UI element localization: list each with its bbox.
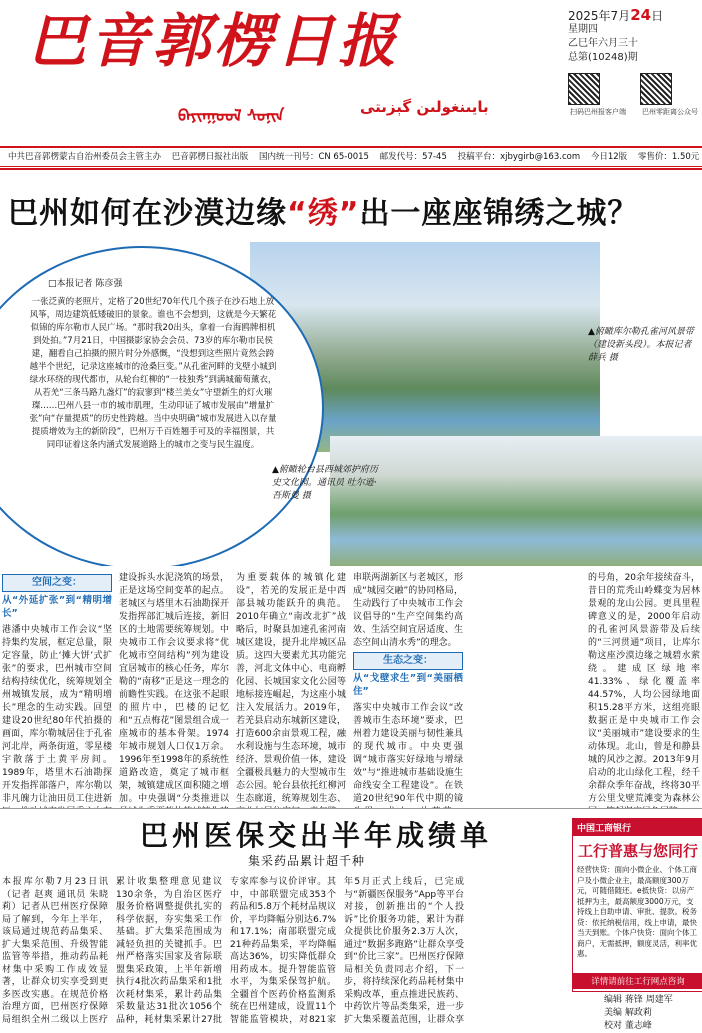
qr-code-client[interactable] [568, 73, 600, 105]
article-column [236, 572, 346, 808]
ad-footer: 详情请前往工行网点咨询 [573, 973, 702, 989]
column-text: 本报库尔勒7月23日讯（记者 赵爽 通讯员 朱晓莉）记者从巴州医疗保障局了解到，今年上半年，该局通过规范药品集采、扩大集采范围、升级智能监管等举措，推动药品耗材集中采购工作成效显著，让群众切实享受到更多医改实惠。在规范价格治理方面，巴州医疗保障局组织全州二级以上医疗 [2, 877, 108, 1024]
ad-title: 工行普惠与您同行 [577, 842, 698, 860]
article-column [2, 572, 112, 808]
column-text: 为重要载体的城镇化建设”，若羌的发展正是中西部县城功能跃升的典范。2010年确立“南改北扩”战略后，时聚县加速孔雀河南城区建设，提升北岸城区品质。这四大要素尤其功能完善，河北文体中心、电商孵化园、长城国家文化公园等地标接连崛起，为这座小城注入发展活力。2019年，若羌县启动东城新区建设，打造600余亩景观工程，融水利设施与生态环境，城市经济、景观价值一体，建设全疆极具魅力的大型城市生态公园。轮台县依托红柳河生态廊道，统筹规划生态、 [236, 573, 346, 804]
article-column [353, 572, 463, 808]
article-column [470, 572, 578, 808]
divider [0, 808, 702, 809]
article-column [119, 572, 229, 808]
issue-date: 2025年7月24日 [568, 6, 664, 24]
section-subhead: 生态之变： [353, 652, 463, 670]
masthead-uyghur: بايىنغولىن گېزىتى [360, 98, 489, 116]
page-count: 今日12版 [590, 152, 628, 162]
second-subheadline: 集采药品累计超千种 [248, 854, 366, 868]
article-column [116, 876, 222, 1024]
section-subhead-text: 从“戈壁求生”到“美丽栖住” [353, 673, 463, 697]
lunar-date: 乙巳年六月三十 [568, 38, 638, 49]
photo-area [0, 236, 702, 566]
editor-credits [604, 994, 700, 1033]
column-text: 专家库参与议价评审。其中，中部联盟完成353个药品和5.8万个耗材品规议价，平均降幅分别达6.7%和17.1%；南部联盟完成21种药品集采，平均降幅高达36%，切实降低群众用药成本。提升智能监管水平，为集采保驾护航。全疆首个医药价格监测系统在巴州建成，设置11个智能监管模块，对821家 [230, 877, 336, 1024]
weekday: 星期四 [568, 24, 598, 35]
column-text: 港潘中央城市工作会议“坚持集约发展，框定总量，限定容量，防止‘摊大饼’式扩张”的要求，巴州城市空间结构持续优化，统筹规划全州城镇发展，成为“精明增长”理念的生动实践。回望建设20世纪80年代拍摄的画面，库尔勒城居住于孔雀河北岸，两条街道，零星楼宇散落于土黄平房间。1989年，塔里木石油勘探开发指挥部落户，库尔勒以非凡魄力让油田员工住进新 [2, 625, 112, 804]
issue-number: 总第(10248)期 [568, 52, 638, 63]
editor-line: 编辑 蒋锋 周建军 [604, 995, 673, 1005]
editor-line: 美编 解政莉 [604, 1008, 652, 1018]
lead-intro: 一张泛黄的老照片，定格了20世纪70年代几个孩子在沙石地上放风筝，周边建筑低矮破旧的景象。谁也不会想到，这就是今天繁花似锦的库尔勒市人民广场。“那时我20出头，拿着一台海鸥牌相机到处拍。”7月21日，中国摄影家协会会员、73岁的库尔勒市民侯建，翻看自己拍摄的照片时分外感慨，“没想到这些照片竟然会跨越半个世纪，记录这座城市的沧桑巨变。”从孔雀河畔的戈壁小城到绿水环绕的现代都市，从轮台红柳的“一枝独秀”到满城葡萄薰衣，从若羌“三条马路九盏灯”的寂寥到“楼兰美女”守望新生的灯火璀璨……巴州八县一市的城市肌理，生动印证了城市发展由“增量扩张”向“存量提质”的历史性跨越。当中央明确“城市发展进入以存量提质增效为主的新阶段”，巴州万千百姓翘手可及的幸福图景，共同印证着这条内涵式发展道路上的城市之变与民生温度。 [29, 297, 277, 450]
qr-code-wechat[interactable] [640, 73, 672, 105]
photo-park-aerial[interactable] [330, 436, 702, 566]
photo-caption: ▲俯瞰库尔勒孔雀河风景带（建设新头段）。本报记者 薛兵 摄 [588, 327, 694, 363]
column-text: 落实中央城市工作会议“改善城市生态环境”要求，巴州着力建设美丽与韧性兼具的现代城市。中央更强调“城市落实好绿地与增绿效”与“推进城市基础设施生命线安全工程建设”。在铁道20世纪90年代中期的镜 [353, 703, 463, 804]
article-column [230, 876, 336, 1024]
ad-body: 经营快贷：面向小微企业、个体工商户及小微企业主，最高额度300万元，可随借随还。e抵快贷：以房产抵押为主，最高额度3000万元，支持线上自助申请、审批、提款。税务贷：依托纳税信用，线上申请，最快当天到账。个体户快贷：面向个体工商户，无需抵押，额度灵活，利率优惠。 [577, 865, 697, 958]
column-text: 累计收集整理意见建议130余条，为自治区医疗服务价格调整提供扎实的科学依据，夯实集采工作基础。扩大集采范围成为减轻负担的关键抓手。巴州严格落实国家及省际联盟集采政策，上半年新增执行4批次药品集采和1批次耗材集采，累计药品集采数量达31批次1056个品种，耗材集采累计27批 [116, 877, 222, 1024]
column-text: 的号角，20余年接续奋斗，昔日的荒秃山岭蝶变为居林景观的龙山公园。更具里程碑意义的是，2000年启动的孔雀河风景游带及后续的“三河贯通”项目，让库尔勒这座沙漠边缘之城碧水萦绕。建成区绿地率41.33%、绿化覆盖率44.57%，人均公园绿地面积15.28平方米，这组亮眼数据正是中央城市工作会议“美丽城市”建设要求的生动体现。北山，曾是和静县城的风沙之源。2013年9月启动的北山绿化工程，经千余群众季年奋战，终将30平方公里戈壁荒滩变为森林公 [588, 573, 700, 804]
article-column [2, 876, 108, 1024]
qr-label: 扫码巴州报客户端 [570, 108, 626, 116]
photo-caption: ▲俯瞰轮台县西城郊护府历史文化园。通讯员 吐尔逊·吾斯曼 摄 [272, 465, 378, 501]
section-subhead: 空间之变： [2, 574, 112, 592]
second-article-body [2, 876, 566, 1024]
qr-label: 巴州零距离公众号 [642, 108, 698, 116]
editor-line: 校对 董志峰 [604, 1021, 652, 1031]
article-column [344, 876, 464, 1024]
bank-advertisement[interactable] [572, 818, 702, 992]
second-headline[interactable]: 巴州医保交出半年成绩单 [140, 819, 493, 852]
article-column [588, 572, 700, 808]
post-code: 邮发代号：57-45 [379, 152, 447, 162]
divider [0, 168, 702, 170]
masthead-mongolian: ᠪᠠᠶᠢᠨᠭᠣᠣᠯ ᠰᠣᠨᠢᠨ [178, 106, 285, 125]
masthead [0, 0, 702, 144]
info-bar [0, 146, 702, 167]
column-text: 串联两湖新区与老城区，形成“城园交融”的协同格局，生动践行了中央城市工作会议倡导的“生产空间集约高效、生活空间宜居适度、生态空间山清水秀”的理念。 [353, 573, 463, 648]
ad-bank-name: 中国工商银行 [573, 819, 702, 836]
byline: □本报记者 陈彦强 [48, 279, 123, 289]
lead-article-body [2, 572, 702, 808]
date-box [568, 8, 698, 119]
price-text: 零售价：1.50元 [637, 152, 700, 162]
section-subhead-text: 从“外延扩张”到“精明增长” [2, 595, 112, 619]
column-text: 建设拆头水泥浇筑的场景，正是这场空间变革的起点。老城区与塔里木石油勘探开发指挥部汇城后连接，新旧区的土地需要统筹规划。中央城市工作会议要求将“优化城市空间结构”列为建设宜居城市的核心任务，库尔勒的“南移”正是这一理念的前瞻性实践。在这张不起眼的照片中，巴楼的记忆和“五点梅花”图景组合成一座城市的基本骨架。1974年城市规划人口仅1万余。1996年至1998年的系统性道路改造，奠定了城市框架，城镇建成区面积随之增加。中央强调“分类推进以 [119, 573, 229, 804]
lead-headline[interactable]: 巴州如何在沙漠边缘“绣”出一座座锦绣之城？ [8, 196, 639, 231]
publisher-text: 巴音郭楞日报社出版 [171, 152, 249, 162]
sponsor-text: 中共巴音郭楞蒙古自治州委员会主管主办 [8, 152, 162, 162]
column-text: 年5月正式上线后，已完成与“新疆医保服务”App等平台对接，创新推出的“个人投诉”比价服务功能，累计为群众提供比价服务2.3万人次，通过“数据多跑路”让群众享受到“价比三家”。巴州医疗保障局相关负责同志介绍，下一步，将持续深化药品耗材集中采购改革，重点推进民族药、中药饮片等品类集采，进一步扩大集采覆盖范围，让群众享 [344, 877, 464, 1024]
email-text: 投稿平台：xjbygirb@163.com [457, 152, 581, 162]
cn-number: 国内统一刊号：CN 65-0015 [258, 152, 369, 162]
newspaper-title: 巴音郭楞日报 [28, 7, 401, 75]
